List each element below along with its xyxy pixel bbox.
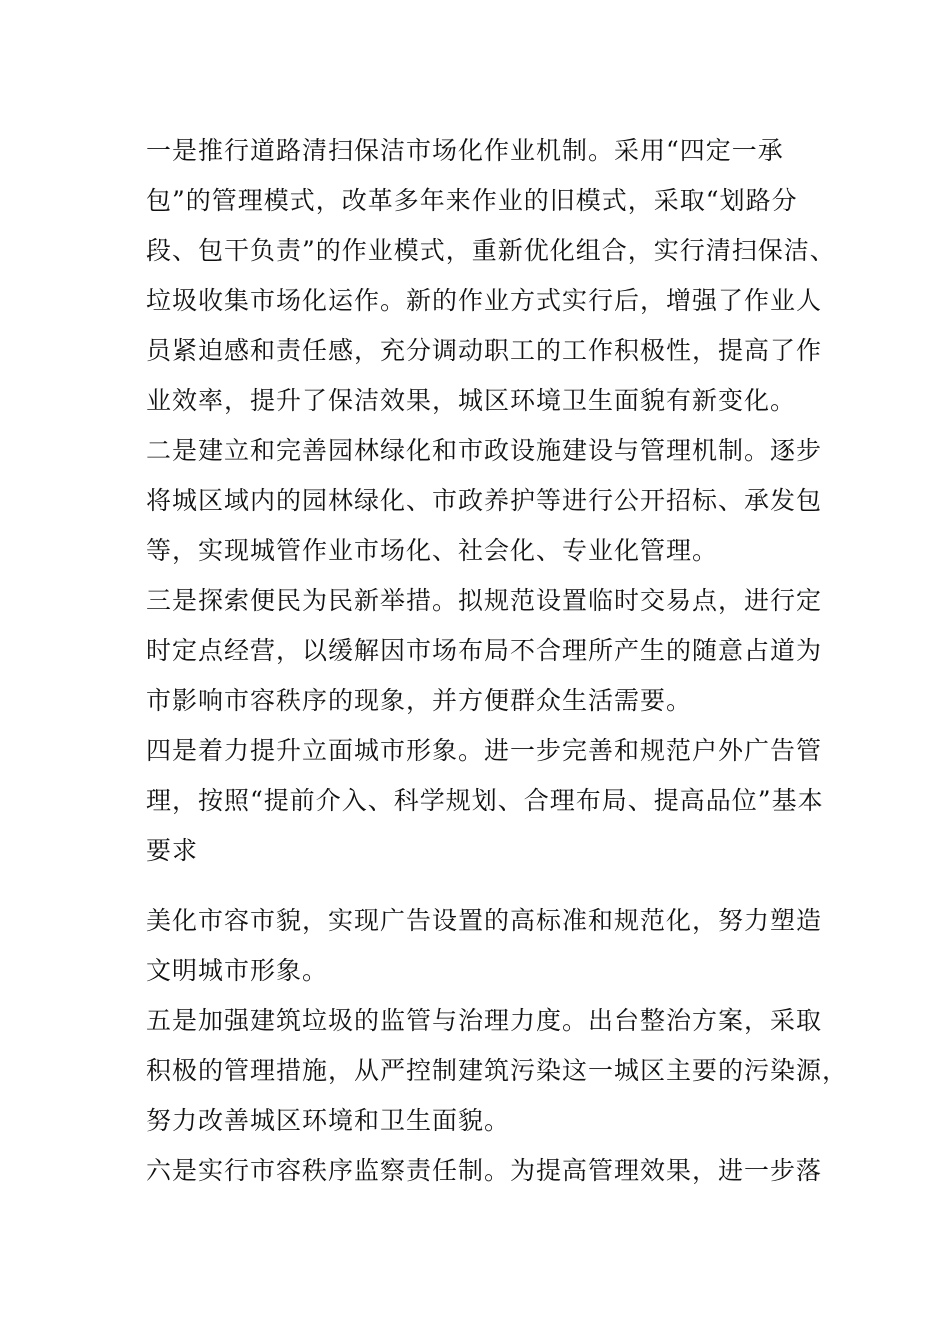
- text-line: 包”的管理模式，改革多年来作业的旧模式，采取“划路分: [146, 186, 798, 215]
- text-line: 段、包干负责”的作业模式，重新优化组合，实行清扫保洁、: [146, 236, 836, 265]
- text-line: 六是实行市容秩序监察责任制。为提高管理效果，进一步落: [146, 1156, 823, 1185]
- text-line: 五是加强建筑垃圾的监管与治理力度。出台整治方案，采取: [146, 1006, 823, 1035]
- text-line: 理，按照“提前介入、科学规划、合理布局、提高品位”基本: [146, 786, 824, 815]
- text-line: 要求: [146, 836, 199, 865]
- text-line: 文明城市形象。: [146, 956, 329, 985]
- text-line: 员紧迫感和责任感，充分调动职工的工作积极性，提高了作: [146, 336, 823, 365]
- text-line: 二是建立和完善园林绿化和市政设施建设与管理机制。逐步: [146, 436, 823, 465]
- text-line: 将城区域内的园林绿化、市政养护等进行公开招标、承发包: [146, 486, 823, 515]
- text-line: 市影响市容秩序的现象，并方便群众生活需要。: [146, 686, 693, 715]
- text-line: 努力改善城区环境和卫生面貌。: [146, 1106, 511, 1135]
- text-line: 时定点经营，以缓解因市场布局不合理所产生的随意占道为: [146, 636, 823, 665]
- text-line: 垃圾收集市场化运作。新的作业方式实行后，增强了作业人: [146, 286, 823, 315]
- text-block-lower: [146, 896, 849, 1196]
- text-line: 美化市容市貌，实现广告设置的高标准和规范化，努力塑造: [146, 906, 823, 935]
- text-line: 四是着力提升立面城市形象。进一步完善和规范户外广告管: [146, 736, 823, 765]
- text-line: 业效率，提升了保洁效果，城区环境卫生面貌有新变化。: [146, 386, 797, 415]
- text-line: 等，实现城管作业市场化、社会化、专业化管理。: [146, 536, 719, 565]
- text-line: 三是探索便民为民新举措。拟规范设置临时交易点，进行定: [146, 586, 823, 615]
- text-line: 一是推行道路清扫保洁市场化作业机制。采用“四定一承: [146, 136, 784, 165]
- text-block-upper: [146, 126, 836, 876]
- text-line: 积极的管理措施，从严控制建筑污染这一城区主要的污染源，: [146, 1056, 849, 1085]
